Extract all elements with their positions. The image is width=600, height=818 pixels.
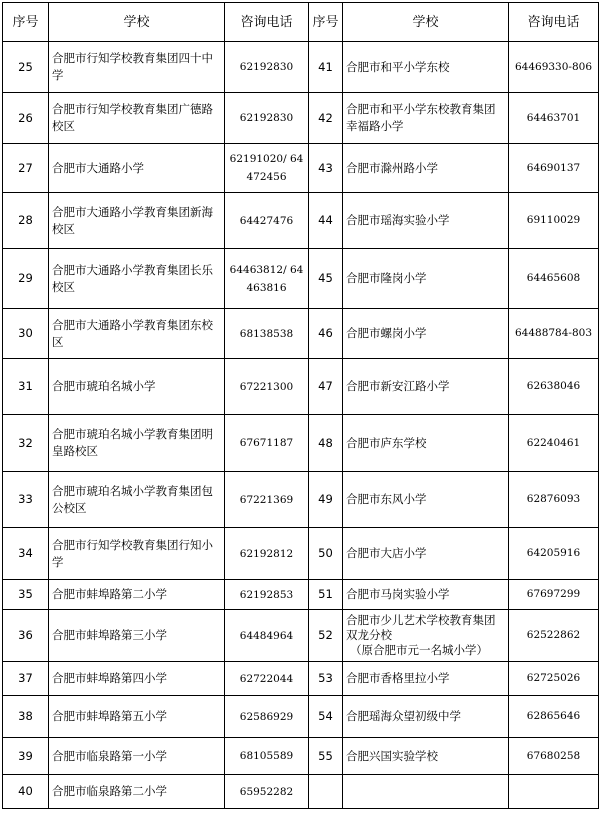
header-school-right: 学校 (343, 3, 509, 42)
phone-number: 62722044 (225, 662, 309, 696)
table-row (3, 309, 599, 359)
school-name: 合肥市大通路小学 (49, 144, 225, 193)
school-name: 合肥市和平小学东校 (343, 42, 509, 93)
row-number: 35 (3, 580, 49, 610)
header-phone: 咨询电话 (225, 3, 309, 42)
row-number: 51 (309, 580, 343, 610)
school-name: 合肥市大店小学 (343, 528, 509, 580)
row-number: 32 (3, 415, 49, 472)
row-number: 47 (309, 359, 343, 415)
school-name: 合肥市琥珀名城小学教育集团明皇路校区 (49, 415, 225, 472)
row-number: 45 (309, 249, 343, 309)
row-number: 28 (3, 193, 49, 249)
row-number: 52 (309, 610, 343, 662)
school-name: 合肥市行知学校教育集团四十中学 (49, 42, 225, 93)
table-row (3, 42, 599, 93)
row-number: 43 (309, 144, 343, 193)
phone-number: 62638046 (509, 359, 599, 415)
row-number: 31 (3, 359, 49, 415)
school-name: 合肥市大通路小学教育集团长乐校区 (49, 249, 225, 309)
phone-number: 67221369 (225, 472, 309, 528)
table-row (3, 775, 599, 809)
school-name: 合肥市蚌埠路第四小学 (49, 662, 225, 696)
school-name: 合肥市隆岗小学 (343, 249, 509, 309)
phone-number: 62586929 (225, 696, 309, 738)
phone-number: 67221300 (225, 359, 309, 415)
table-row (3, 193, 599, 249)
phone-number: 64488784-803 (509, 309, 599, 359)
school-name-text: 合肥市少儿艺术学校教育集团双龙分校 (346, 613, 496, 642)
header-number-right: 序号 (309, 3, 343, 42)
school-name: 合肥市大通路小学教育集团新海校区 (49, 193, 225, 249)
phone-number: 62192830 (225, 93, 309, 144)
phone-number: 62876093 (509, 472, 599, 528)
table-row (3, 249, 599, 309)
row-number: 42 (309, 93, 343, 144)
table-row (3, 580, 599, 610)
phone-number: 67671187 (225, 415, 309, 472)
school-name: 合肥市瑶海实验小学 (343, 193, 509, 249)
phone-number: 64690137 (509, 144, 599, 193)
school-name: 合肥市庐东学校 (343, 415, 509, 472)
row-number: 39 (3, 738, 49, 775)
school-name: 合肥市蚌埠路第三小学 (49, 610, 225, 662)
row-number: 53 (309, 662, 343, 696)
phone-number: 62192830 (225, 42, 309, 93)
table-row (3, 472, 599, 528)
header-phone-right: 咨询电话 (509, 3, 599, 42)
row-number: 27 (3, 144, 49, 193)
school-name: 合肥市临泉路第二小学 (49, 775, 225, 809)
phone-number: 68138538 (225, 309, 309, 359)
row-number (309, 775, 343, 809)
school-name: 合肥市滁州路小学 (343, 144, 509, 193)
school-name: 合肥市大通路小学教育集团东校区 (49, 309, 225, 359)
phone-number: 64463812/ 64463816 (225, 249, 309, 309)
school-name: 合肥兴国实验学校 (343, 738, 509, 775)
school-name: 合肥市香格里拉小学 (343, 662, 509, 696)
row-number: 44 (309, 193, 343, 249)
phone-number: 65952282 (225, 775, 309, 809)
table-row (3, 93, 599, 144)
phone-number (509, 775, 599, 809)
table-row (3, 144, 599, 193)
row-number: 54 (309, 696, 343, 738)
school-name: 合肥市蚌埠路第五小学 (49, 696, 225, 738)
school-name (343, 610, 509, 662)
phone-number: 62192853 (225, 580, 309, 610)
phone-number: 67680258 (509, 738, 599, 775)
phone-number: 67697299 (509, 580, 599, 610)
phone-number: 69110029 (509, 193, 599, 249)
school-name: 合肥市东风小学 (343, 472, 509, 528)
row-number: 30 (3, 309, 49, 359)
row-number: 40 (3, 775, 49, 809)
phone-number: 62191020/ 64472456 (225, 144, 309, 193)
phone-number: 62522862 (509, 610, 599, 662)
school-name (343, 775, 509, 809)
school-former-name: （原合肥市元一名城小学） (350, 643, 488, 657)
table-row (3, 359, 599, 415)
school-name: 合肥瑶海众望初级中学 (343, 696, 509, 738)
school-name: 合肥市行知学校教育集团广德路校区 (49, 93, 225, 144)
phone-number: 64427476 (225, 193, 309, 249)
header-row (3, 3, 599, 42)
row-number: 25 (3, 42, 49, 93)
phone-number: 64484964 (225, 610, 309, 662)
row-number: 36 (3, 610, 49, 662)
phone-number: 64469330-806 (509, 42, 599, 93)
phone-number: 62725026 (509, 662, 599, 696)
phone-number: 64205916 (509, 528, 599, 580)
row-number: 49 (309, 472, 343, 528)
phone-number: 64465608 (509, 249, 599, 309)
header-number: 序号 (3, 3, 49, 42)
school-name: 合肥市和平小学东校教育集团幸福路小学 (343, 93, 509, 144)
phone-number: 62240461 (509, 415, 599, 472)
school-name: 合肥市蚌埠路第二小学 (49, 580, 225, 610)
table-row (3, 415, 599, 472)
row-number: 34 (3, 528, 49, 580)
row-number: 46 (309, 309, 343, 359)
row-number: 50 (309, 528, 343, 580)
phone-number: 62865646 (509, 696, 599, 738)
phone-number: 62192812 (225, 528, 309, 580)
row-number: 55 (309, 738, 343, 775)
table-row (3, 696, 599, 738)
header-school: 学校 (49, 3, 225, 42)
school-name: 合肥市临泉路第一小学 (49, 738, 225, 775)
school-name: 合肥市行知学校教育集团行知小学 (49, 528, 225, 580)
row-number: 41 (309, 42, 343, 93)
school-name: 合肥市新安江路小学 (343, 359, 509, 415)
row-number: 29 (3, 249, 49, 309)
table-row (3, 528, 599, 580)
row-number: 38 (3, 696, 49, 738)
school-name: 合肥市琥珀名城小学 (49, 359, 225, 415)
row-number: 48 (309, 415, 343, 472)
row-number: 26 (3, 93, 49, 144)
table-row (3, 738, 599, 775)
school-name: 合肥市马岗实验小学 (343, 580, 509, 610)
row-number: 33 (3, 472, 49, 528)
school-contact-table (2, 2, 599, 809)
school-name: 合肥市琥珀名城小学教育集团包公校区 (49, 472, 225, 528)
table-row (3, 662, 599, 696)
phone-number: 68105589 (225, 738, 309, 775)
phone-number: 64463701 (509, 93, 599, 144)
table-row (3, 610, 599, 662)
school-name: 合肥市螺岗小学 (343, 309, 509, 359)
row-number: 37 (3, 662, 49, 696)
